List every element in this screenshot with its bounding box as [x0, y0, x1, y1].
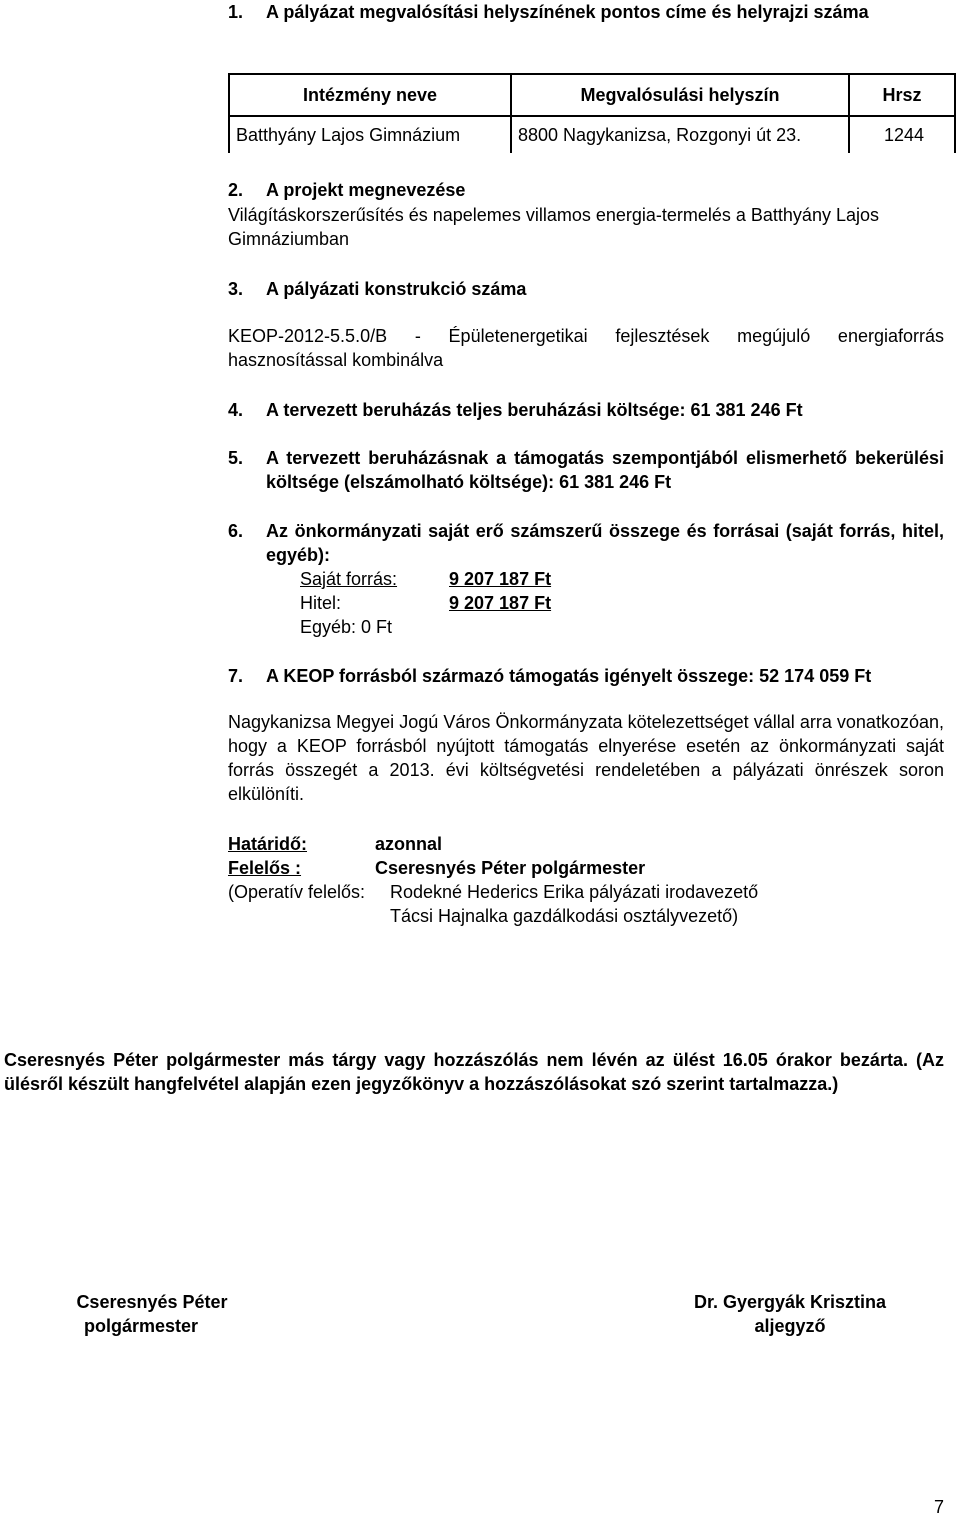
signature-left — [52, 1290, 252, 1338]
table-cell: 1244 — [849, 116, 955, 153]
operative-responsible-1: Rodekné Hederics Erika pályázati irodavezető — [390, 882, 759, 902]
item-6-text: Az önkormányzati saját erő számszerű összege és forrásai (saját forrás, hitel, egyéb): — [266, 521, 944, 565]
loan-value: 9 207 187 Ft — [449, 593, 552, 613]
other-funds: Egyéb: 0 Ft — [300, 617, 393, 637]
item-2-number: 2. — [228, 180, 244, 200]
signature-right-title: aljegyző — [754, 1316, 826, 1336]
signature-right-name: Dr. Gyergyák Krisztina — [693, 1292, 887, 1312]
commitment-paragraph: Nagykanizsa Megyei Jogú Város Önkormányzata kötelezettséget vállal arra vonatkozóan, hogy a KEOP forrásból nyújtott támogatás elnyerése esetén az önkormányzati saját forrás összegét a 2013. évi költségvetési rendeletében a pályázati önrészek soron elkülöníti. — [228, 712, 944, 804]
page-number: 7 — [933, 1497, 944, 1517]
location-table — [228, 73, 956, 153]
item-4-text: A tervezett beruházás teljes beruházási költsége: 61 381 246 Ft — [266, 400, 803, 420]
item-2-heading: A projekt megnevezése — [266, 180, 466, 200]
signature-right — [670, 1290, 910, 1338]
own-funds-value: 9 207 187 Ft — [449, 569, 552, 589]
deadline-value: azonnal — [375, 834, 443, 854]
responsible-label: Felelős : — [228, 858, 302, 878]
own-funds-label: Saját forrás: — [300, 569, 398, 589]
signature-left-title: polgármester — [84, 1316, 199, 1336]
deadline-label: Határidő: — [228, 834, 308, 854]
table-header-cell: Hrsz — [849, 74, 955, 116]
table-header-cell: Megvalósulási helyszín — [511, 74, 849, 116]
item-2-text: Világításkorszerűsítés és napelemes villamos energia-termelés a Batthyány Lajos Gimnáziumban — [228, 205, 879, 249]
operative-responsible-prefix: (Operatív felelős: — [228, 882, 366, 902]
responsible-value: Cseresnyés Péter polgármester — [375, 858, 646, 878]
table-header-row — [229, 74, 955, 116]
item-3-number: 3. — [228, 279, 244, 299]
item-5-text: A tervezett beruházásnak a támogatás szempontjából elismerhető bekerülési költsége (elszámolható költsége): 61 381 246 Ft — [266, 448, 944, 492]
item-4-number: 4. — [228, 400, 244, 420]
closing-paragraph: Cseresnyés Péter polgármester más tárgy vagy hozzászólás nem lévén az ülést 16.05 órakor bezárta. (Az ülésről készült hangfelvétel alapján ezen jegyzőkönyv a hozzászólásokat szó szerint tartalmazza.) — [4, 1050, 944, 1094]
item-7-number: 7. — [228, 666, 244, 686]
item-7-text: A KEOP forrásból származó támogatás igényelt összege: 52 174 059 Ft — [266, 666, 872, 686]
table-cell: 8800 Nagykanizsa, Rozgonyi út 23. — [511, 116, 849, 153]
table-header-cell: Intézmény neve — [229, 74, 511, 116]
item-1-heading: A pályázat megvalósítási helyszínének pontos címe és helyrajzi száma — [266, 2, 869, 22]
item-3-text: KEOP-2012-5.5.0/B - Épületenergetikai fejlesztések megújuló energiaforrás hasznosítással kombinálva — [228, 326, 944, 370]
item-6-number: 6. — [228, 521, 244, 541]
item-5-number: 5. — [228, 448, 244, 468]
item-3-heading: A pályázati konstrukció száma — [266, 279, 527, 299]
table-row — [229, 116, 955, 153]
operative-responsible-2: Tácsi Hajnalka gazdálkodási osztályvezető) — [390, 906, 739, 926]
item-1-number: 1. — [228, 2, 244, 22]
signature-left-name: Cseresnyés Péter — [76, 1292, 228, 1312]
table-cell: Batthyány Lajos Gimnázium — [229, 116, 511, 153]
loan-label: Hitel: — [300, 593, 342, 613]
